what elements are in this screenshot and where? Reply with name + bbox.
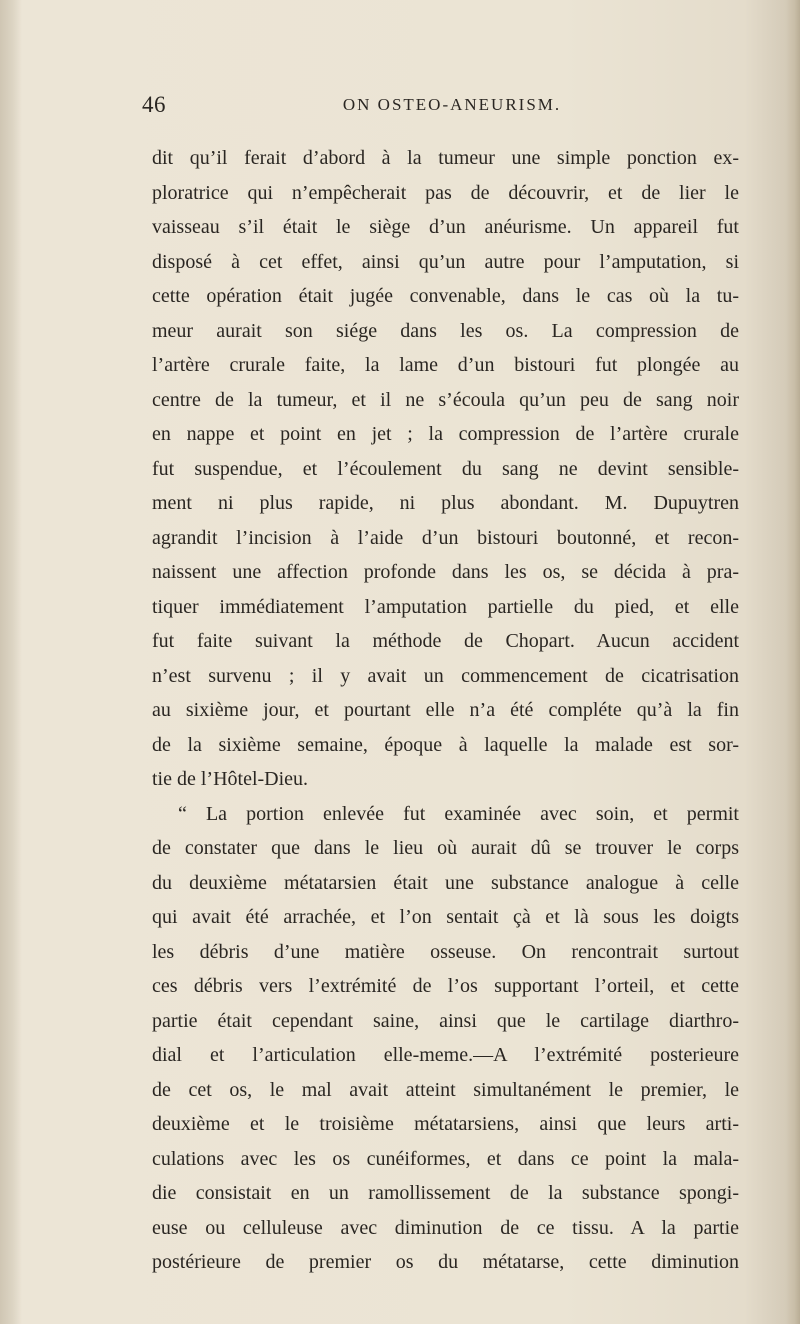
running-head: ON OSTEO-ANEURISM. bbox=[342, 95, 562, 114]
text-line: ment ni plus rapide, ni plus abondant. M. Dupuytren bbox=[152, 492, 739, 514]
page-gutter-shadow bbox=[0, 0, 22, 1324]
text-line: tie de l’Hôtel-Dieu. bbox=[152, 768, 309, 790]
text-line: au sixième jour, et pourtant elle n’a été compléte qu’à la fin bbox=[152, 699, 739, 721]
text-line: ces débris vers l’extrémité de l’os supportant l’orteil, et cette bbox=[152, 975, 739, 997]
text-line: “ La portion enlevée fut examinée avec soin, et permit bbox=[178, 802, 739, 825]
text-line: fut suspendue, et l’écoulement du sang ne devint sensible- bbox=[152, 457, 739, 480]
text-line: disposé à cet effet, ainsi qu’un autre pour l’amputation, si bbox=[152, 250, 739, 273]
text-line: die consistait en un ramollissement de la substance spongi- bbox=[152, 1182, 739, 1204]
text-line: en nappe et point en jet ; la compression de l’artère crurale bbox=[152, 423, 739, 445]
text-line: naissent une affection profonde dans les os, se décida à pra- bbox=[152, 561, 739, 583]
text-line: tiquer immédiatement l’amputation partielle du pied, et elle bbox=[152, 595, 739, 618]
text-line: l’artère crurale faite, la lame d’un bistouri fut plongée au bbox=[152, 354, 739, 376]
text-line: culations avec les os cunéiformes, et dans ce point la mala- bbox=[152, 1147, 739, 1170]
text-line: de la sixième semaine, époque à laquelle la malade est sor- bbox=[152, 733, 739, 756]
text-line: postérieure de premier os du métatarse, cette diminution bbox=[152, 1251, 739, 1273]
text-line: dial et l’articulation elle-meme.—A l’extrémité posterieure bbox=[152, 1044, 739, 1066]
text-line: n’est survenu ; il y avait un commencement de cicatrisation bbox=[152, 664, 739, 687]
text-line: ploratrice qui n’empêcherait pas de découvrir, et de lier le bbox=[152, 181, 739, 204]
text-line: centre de la tumeur, et il ne s’écoula qu’un peu de sang noir bbox=[152, 388, 739, 411]
text-line: de constater que dans le lieu où aurait dû se trouver le corps bbox=[152, 837, 739, 859]
text-line: euse ou celluleuse avec diminution de ce tissu. A la partie bbox=[152, 1216, 739, 1239]
text-line: les débris d’une matière osseuse. On rencontrait surtout bbox=[152, 940, 739, 963]
text-line: de cet os, le mal avait atteint simultanément le premier, le bbox=[152, 1078, 739, 1101]
page-edge-shadow bbox=[786, 0, 800, 1324]
text-line: cette opération était jugée convenable, dans le cas où la tu- bbox=[152, 285, 739, 307]
text-line: fut faite suivant la méthode de Chopart. Aucun accident bbox=[152, 630, 739, 652]
text-line: partie était cependant saine, ainsi que le cartilage diarthro- bbox=[152, 1009, 739, 1032]
page-header bbox=[142, 92, 762, 122]
text-line: dit qu’il ferait d’abord à la tumeur une simple ponction ex- bbox=[152, 147, 739, 169]
text-line: qui avait été arrachée, et l’on sentait çà et là sous les doigts bbox=[152, 906, 739, 928]
text-line: meur aurait son siége dans les os. La compression de bbox=[152, 319, 739, 342]
page-number: 46 bbox=[142, 92, 166, 117]
text-line: du deuxième métatarsien était une substance analogue à celle bbox=[152, 871, 739, 894]
text-line: deuxième et le troisième métatarsiens, ainsi que leurs arti- bbox=[152, 1113, 739, 1135]
text-line: agrandit l’incision à l’aide d’un bistouri boutonné, et recon- bbox=[152, 526, 739, 549]
text-line: vaisseau s’il était le siège d’un anéurisme. Un appareil fut bbox=[152, 216, 739, 238]
body-text bbox=[152, 141, 739, 1280]
